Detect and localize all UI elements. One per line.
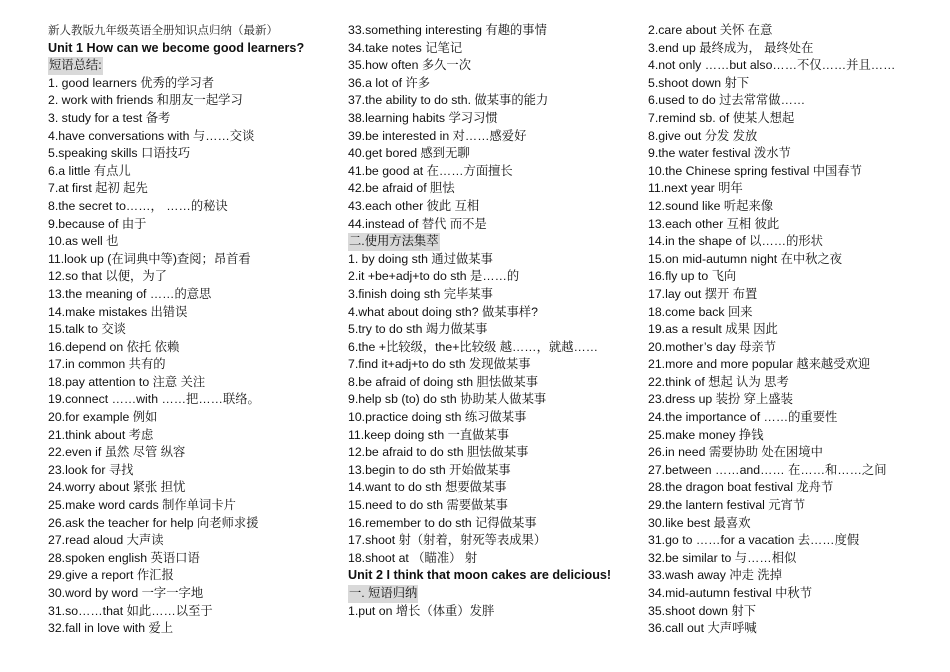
list-item: 3.finish doing sth 完毕某事 xyxy=(348,286,493,301)
list-item: 42.be afraid of 胆怯 xyxy=(348,181,455,196)
list-item: 7.at first 起初 起先 xyxy=(48,181,148,196)
list-item: 16.remember to do sth 记得做某事 xyxy=(348,515,537,530)
unit2-section-header xyxy=(348,585,638,603)
list-item: 43.each other 彼此 互相 xyxy=(348,198,480,213)
list-item: 30.like best 最喜欢 xyxy=(648,515,751,530)
list-item: 22.even if 虽然 尽管 纵容 xyxy=(48,445,186,460)
list-item: 1. by doing sth 通过做某事 xyxy=(348,251,493,266)
list-item: 34.mid-autumn festival 中秋节 xyxy=(648,586,813,600)
list-item: 9.because of 由于 xyxy=(48,216,147,231)
list-item: 36.a lot of 许多 xyxy=(348,75,431,90)
list-item: 21.more and more popular 越来越受欢迎 xyxy=(648,357,871,372)
list-item: 13.begin to do sth 开始做某事 xyxy=(348,462,511,477)
list-item: 24.worry about 紧张 担忧 xyxy=(48,480,186,495)
list-item: 10.practice doing sth 练习做某事 xyxy=(348,410,527,425)
list-item: 44.instead of 替代 而不是 xyxy=(348,216,487,231)
list-item: 28.spoken english 英语口语 xyxy=(48,550,200,565)
list-item: 2.care about 关怀 在意 xyxy=(648,23,773,37)
list-item: 11.next year 明年 xyxy=(648,181,743,196)
document-title: 新人教版九年级英语全册知识点归纳（最新） xyxy=(48,23,278,37)
list-item: 36.call out 大声呼喊 xyxy=(648,621,757,636)
section-label: 一. 短语归纳 xyxy=(348,585,418,603)
list-item: 22.think of 想起 认为 思考 xyxy=(648,374,789,389)
list-item: 7.find it+adj+to do sth 发现做某事 xyxy=(348,357,531,372)
list-item: 25.make money 挣钱 xyxy=(648,427,764,442)
list-item: 2. work with friends 和朋友一起学习 xyxy=(48,93,243,108)
list-item: 12.so that 以便，为了 xyxy=(48,269,167,284)
list-item: 31.so……that 如此……以至于 xyxy=(48,603,213,618)
list-item: 1. good learners 优秀的学习者 xyxy=(48,75,215,90)
list-item: 19.connect ……with ……把……联络。 xyxy=(48,392,260,407)
list-item: 39.be interested in 对……感爱好 xyxy=(348,128,527,143)
list-item: 29.give a report 作汇报 xyxy=(48,568,174,583)
list-item: 5.speaking skills 口语技巧 xyxy=(48,146,191,161)
list-item: 6.used to do 过去常常做…… xyxy=(648,93,806,108)
list-item: 7.remind sb. of 使某人想起 xyxy=(648,110,795,125)
list-item: 10.the Chinese spring festival 中国春节 xyxy=(648,163,862,178)
list-item: 5.shoot down 射下 xyxy=(648,75,750,90)
list-item: 32.fall in love with 爱上 xyxy=(48,621,174,636)
column-2 xyxy=(348,22,638,620)
list-item: 4.what about doing sth? 做某事样? xyxy=(348,304,539,319)
list-item: 4.have conversations with 与……交谈 xyxy=(48,128,255,143)
unit1-section-header xyxy=(48,57,338,75)
list-item: 21.think about 考虑 xyxy=(48,427,154,442)
list-item: 5.try to do sth 竭力做某事 xyxy=(348,322,488,337)
list-item: 6.a little 有点儿 xyxy=(48,163,131,178)
list-item: 8.give out 分发 发放 xyxy=(648,128,758,143)
list-item: 35.shoot down 射下 xyxy=(648,603,757,618)
list-item: 12.be afraid to do sth 胆怯做某事 xyxy=(348,445,529,460)
list-item: 26.ask the teacher for help 向老师求援 xyxy=(48,515,259,530)
list-item: 13.each other 互相 彼此 xyxy=(648,216,780,231)
usage-section-header xyxy=(348,233,638,251)
list-item: 17.in common 共有的 xyxy=(48,357,166,372)
list-item: 29.the lantern festival 元宵节 xyxy=(648,498,806,513)
unit2-heading: Unit 2 I think that moon cakes are delicious! xyxy=(348,568,612,583)
list-item: 19.as a result 成果 因此 xyxy=(648,322,778,337)
list-item: 17.lay out 摆开 布置 xyxy=(648,286,758,301)
list-item: 32.be similar to 与……相似 xyxy=(648,550,797,565)
list-item: 2.it +be+adj+to do sth 是……的 xyxy=(348,269,520,284)
section-label: 短语总结: xyxy=(48,57,103,75)
column-1 xyxy=(48,22,338,638)
list-item: 8.be afraid of doing sth 胆怯做某事 xyxy=(348,374,539,389)
list-item: 27.read aloud 大声读 xyxy=(48,533,164,548)
list-item: 14.want to do sth 想要做某事 xyxy=(348,480,507,495)
list-item: 26.in need 需要协助 处在困境中 xyxy=(648,445,823,460)
list-item: 33.wash away 冲走 洗掉 xyxy=(648,568,782,583)
phrase-list-unit2 xyxy=(348,603,638,621)
list-item: 13.the meaning of ……的意思 xyxy=(48,286,212,301)
list-item: 10.as well 也 xyxy=(48,234,119,249)
list-item: 8.the secret to……， ……的秘诀 xyxy=(48,198,228,213)
list-item: 11.look up (在词典中等)查阅；昂首看 xyxy=(48,251,251,266)
list-item: 25.make word cards 制作单词卡片 xyxy=(48,498,236,513)
list-item: 23.dress up 装扮 穿上盛装 xyxy=(648,392,793,407)
usage-list xyxy=(348,251,638,568)
list-item: 15.on mid-autumn night 在中秋之夜 xyxy=(648,251,843,266)
list-item: 34.take notes 记笔记 xyxy=(348,40,463,55)
list-item: 38.learning habits 学习习惯 xyxy=(348,110,498,125)
list-item: 31.go to ……for a vacation 去……度假 xyxy=(648,533,860,548)
list-item: 9.help sb (to) do sth 协助某人做某事 xyxy=(348,392,547,407)
list-item: 23.look for 寻找 xyxy=(48,462,134,477)
list-item: 27.between ……and…… 在……和……之间 xyxy=(648,462,887,477)
list-item: 11.keep doing sth 一直做某事 xyxy=(348,427,510,442)
list-item: 6.the +比较级，the+比较级 越……，就越…… xyxy=(348,339,599,354)
phrase-list-unit1-cont xyxy=(348,22,638,233)
list-item: 35.how often 多久一次 xyxy=(348,58,472,73)
list-item: 12.sound like 听起来像 xyxy=(648,198,774,213)
list-item: 14.make mistakes 出错误 xyxy=(48,304,188,319)
list-item: 28.the dragon boat festival 龙舟节 xyxy=(648,480,834,495)
list-item: 15.need to do sth 需要做某事 xyxy=(348,498,508,513)
list-item: 30.word by word 一字一字地 xyxy=(48,586,204,600)
list-item: 18.come back 回来 xyxy=(648,304,753,319)
list-item: 9.the water festival 泼水节 xyxy=(648,146,791,161)
column-3 xyxy=(648,22,943,638)
section-label: 二.使用方法集萃 xyxy=(348,233,440,251)
list-item: 14.in the shape of 以……的形状 xyxy=(648,234,823,249)
list-item: 4.not only ……but also……不仅……并且…… xyxy=(648,58,896,73)
list-item: 24.the importance of ……的重要性 xyxy=(648,410,838,425)
list-item: 15.talk to 交谈 xyxy=(48,322,126,337)
list-item: 37.the ability to do sth. 做某事的能力 xyxy=(348,93,549,108)
list-item: 17.shoot 射（射着，射死等表成果） xyxy=(348,533,547,548)
phrase-list-unit1 xyxy=(48,75,338,638)
list-item: 40.get bored 感到无聊 xyxy=(348,146,470,161)
list-item: 16.fly up to 飞向 xyxy=(648,269,737,284)
list-item: 18.shoot at （瞄准） 射 xyxy=(348,550,478,565)
list-item: 3. study for a test 备考 xyxy=(48,110,171,125)
unit1-heading: Unit 1 How can we become good learners? xyxy=(48,40,305,55)
list-item: 20.mother’s day 母亲节 xyxy=(648,339,777,354)
list-item: 41.be good at 在……方面擅长 xyxy=(348,163,513,178)
list-item: 33.something interesting 有趣的事情 xyxy=(348,23,547,37)
list-item: 3.end up 最终成为， 最终处在 xyxy=(648,40,814,55)
list-item: 20.for example 例如 xyxy=(48,410,158,425)
list-item: 1.put on 增长（体重）发胖 xyxy=(348,603,495,618)
list-item: 16.depend on 依托 依赖 xyxy=(48,339,180,354)
phrase-list-unit2-cont xyxy=(648,22,943,638)
list-item: 18.pay attention to 注意 关注 xyxy=(48,374,206,389)
